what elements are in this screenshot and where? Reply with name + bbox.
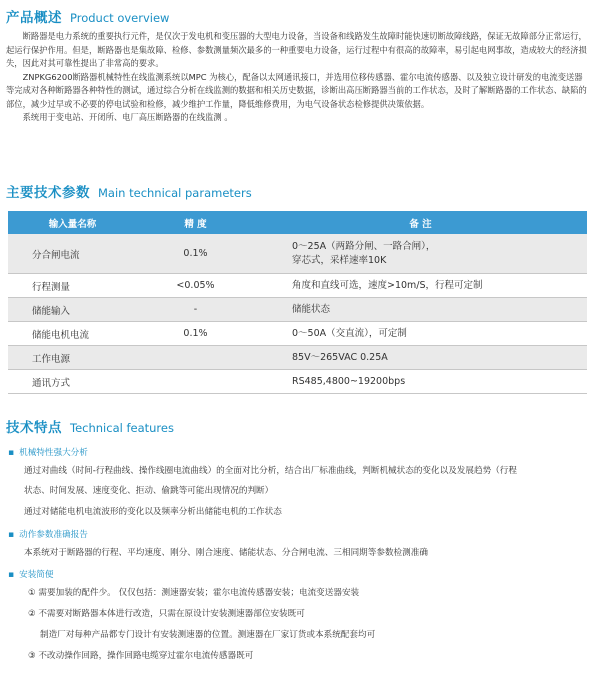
table-header-row xyxy=(8,211,587,234)
params-title-cn: 主要技术参数 xyxy=(6,185,90,201)
row-note xyxy=(254,234,587,274)
table-row xyxy=(8,274,587,298)
feature-1-line-2: 状态、时间发展、速度变化、拒动、偷跳等可能出现情况的判断） xyxy=(24,486,274,496)
feature-3-item-3: ③ 不改动操作回路，操作回路电缆穿过霍尔电流传感器既可 xyxy=(28,651,254,661)
features-heading xyxy=(6,416,174,436)
row-note: 储能状态 xyxy=(254,298,587,322)
feature-1-line-3: 通过对储能电机电流波形的变化以及频率分析出储能电机的工作状态 xyxy=(24,507,282,517)
params-table xyxy=(8,211,587,394)
feature-3-item-2: ② 不需要对断路器本体进行改造，只需在原设计安装测速器部位安装既可 xyxy=(28,609,305,619)
row-name: 储能电机电流 xyxy=(8,322,137,346)
feature-2-title: ▪ 动作参数准确报告 xyxy=(8,528,88,540)
row-precision: <0.05% xyxy=(137,274,254,298)
overview-title-cn: 产品概述 xyxy=(6,10,62,26)
row-name: 通讯方式 xyxy=(8,370,137,394)
row-note: RS485,4800~19200bps xyxy=(254,370,587,394)
overview-paragraph-1: 断路器是电力系统的重要执行元件，是仅次于发电机和变压器的大型电力设备，当设备和线路发生故障时能快速切断故障线路，保证无故障部分正常运行，起运行保护作用。但是，断路器也是集故障、检修、参数测量频次最多的一种重要电力设备，运行过程中有很高的故障率，易引起电网事故，造成较大的经济损失，因此对其可靠性提出了非常高的要求。 xyxy=(6,31,587,68)
table-row xyxy=(8,322,587,346)
feature-3-item-2-detail: 制造厂对每种产品都专门设计有安装测速器的位置。测速器在厂家订货或本系统配套均可 xyxy=(40,630,376,640)
row-note: 85V～265VAC 0.25A xyxy=(254,346,587,370)
row-precision: 0.1% xyxy=(137,322,254,346)
feature-1-title: ▪ 机械特性强大分析 xyxy=(8,446,88,458)
table-row xyxy=(8,346,587,370)
table-row xyxy=(8,234,587,274)
row-name: 分合闸电流 xyxy=(8,234,137,274)
overview-text xyxy=(6,30,589,125)
feature-1-line-1: 通过对曲线（时间-行程曲线、操作线圈电流曲线）的全面对比分析，结合出厂标准曲线，判断机械状态的变化以及发展趋势（行程 xyxy=(24,466,517,476)
row-name: 行程测量 xyxy=(8,274,137,298)
feature-2-line-1: 本系统对于断路器的行程、平均速度、刚分、刚合速度、储能状态、分合闸电流、三相同期等参数检测准确 xyxy=(24,548,428,558)
table-row xyxy=(8,370,587,394)
params-heading xyxy=(6,181,252,201)
header-input-name: 输入量名称 xyxy=(8,211,137,234)
feature-3-item-1: ① 需要加装的配件少。 仅仅包括：测速器安装；霍尔电流传感器安装；电流变送器安装 xyxy=(28,588,360,598)
header-note: 备 注 xyxy=(254,211,587,234)
header-precision: 精 度 xyxy=(137,211,254,234)
row-precision: 0.1% xyxy=(137,234,254,274)
params-title-en: Main technical parameters xyxy=(98,186,252,200)
row-precision: - xyxy=(137,298,254,322)
feature-3-title: ▪ 安装简便 xyxy=(8,568,54,580)
row-note: 角度和直线可选，速度>10m/S，行程可定制 xyxy=(254,274,587,298)
row-name: 储能输入 xyxy=(8,298,137,322)
row-name: 工作电源 xyxy=(8,346,137,370)
overview-paragraph-3: 系统用于变电站、开闭所、电厂高压断路器的在线监测 。 xyxy=(22,112,233,122)
row-precision xyxy=(137,370,254,394)
row-note-line1: 0～25A（两路分闸、一路合闸）， xyxy=(292,240,436,252)
overview-paragraph-2: ZNPKG6200断路器机械特性在线监测系统以MPC 为核心，配备以太网通讯接口，并选用位移传感器、霍尔电流传感器、以及独立设计研发的电流变送器等完成对各种断路器各种特性的测试，通过综合分析在线监测的数据和相关历史数据，诊断出高压断路器当前的工作状态，及时了解断路器的工作状态、缺陷的部位，减少过早或不必要的停电试验和检修，减少维护工作量，降低维修费用，为电气设备状态检修提供决策依据。 xyxy=(6,71,587,109)
row-precision xyxy=(137,346,254,370)
overview-heading xyxy=(6,6,169,26)
row-note-line2: 穿芯式，采样速率10K xyxy=(292,254,387,266)
features-title-en: Technical features xyxy=(70,421,174,435)
table-row xyxy=(8,298,587,322)
row-note: 0～50A（交直流），可定制 xyxy=(254,322,587,346)
overview-title-en: Product overview xyxy=(70,11,170,25)
features-title-cn: 技术特点 xyxy=(6,420,62,436)
